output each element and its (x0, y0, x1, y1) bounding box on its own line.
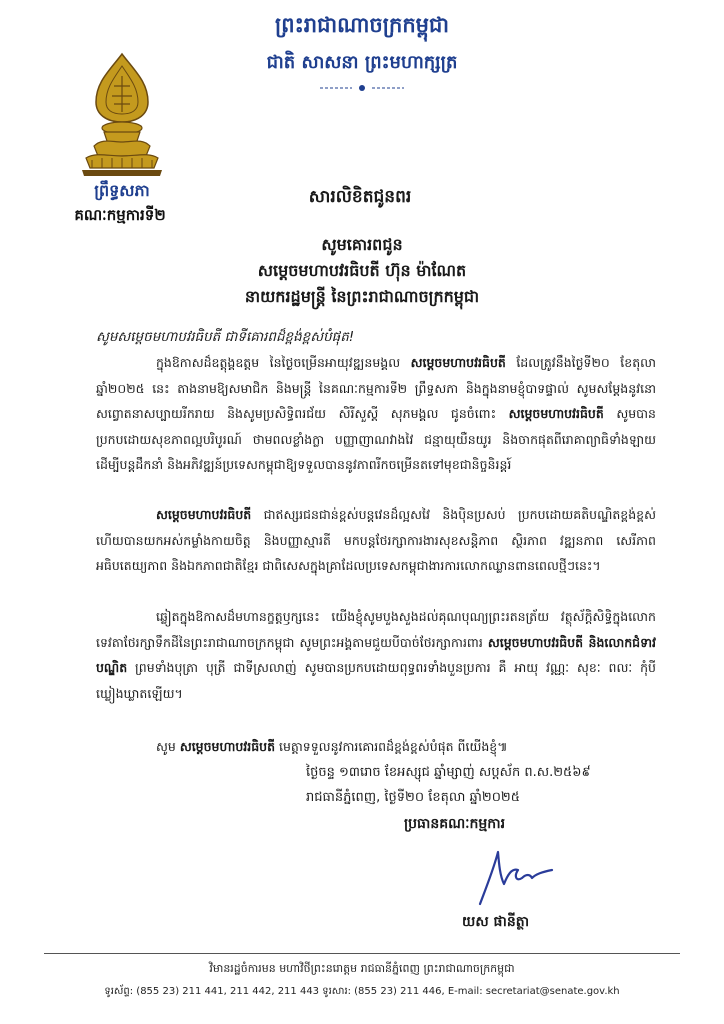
senate-name: ព្រឹទ្ធសភា (94, 181, 150, 200)
paragraph-text: ព្រមទាំងបុត្រា បុត្រី ជាទីស្រលាញ់ សូមបានប្រកបដោយពុទ្ធពរទាំងបួនប្រការ គឺ អាយុ វណ្ណៈ សុខៈ ពលៈ កុំបីឃ្លៀងឃ្លាតឡើយ។ (96, 660, 656, 701)
addressee-name: សម្ដេចមហាបវរធិបតី ហ៊ុន ម៉ាណែត (257, 261, 467, 280)
paragraph-text: ជាឥស្សរជនជាន់ខ្ពស់បន្តវេនដ៏ល្អសវៃ និងប៉ិនប្រសប់ ប្រកបដោយគតិបណ្ឌិតខ្ពង់ខ្ពស់ ហើយបានយកអស់កម្លាំងកាយចិត្ត និងបញ្ញាស្មារតី មកបន្តថែរក្សាការងារសុខសន្តិភាព ស្ថិរភាព វឌ្ឍនភាព សេរីភាព អធិបតេយ្យភាព និងឯកភាពជាតិខ្មែរ ជាពិសេសក្នុងគ្រាដែលប្រទេសកម្ពុជាងារការលោកឈ្លានពានពេលថ្មីៗនេះ។ (96, 507, 656, 574)
date-place-solar: រាជធានីភ្នំពេញ, ថ្ងៃទី២០ ខែតុលា ឆ្នាំ២០២៥ (306, 790, 520, 805)
footer-divider (44, 953, 680, 954)
signer-name: យស ផានីត្ថា (462, 914, 530, 930)
document-type-title: សារលិខិតជូនពរ (308, 187, 412, 207)
paragraph-text: ក្នុងឱកាសដ៏ឧត្ដុង្គឧត្ដម នៃថ្ងៃចម្រើនអាយុវឌ្ឍនមង្គល (156, 355, 411, 370)
body-paragraph-1 (96, 350, 656, 478)
ornament-divider-icon (318, 82, 406, 94)
paragraph-text: ដែលត្រូវនឹងថ្ងៃទី២០ ខែតុលា ឆ្នាំ២០២៥ នេះ តាងនាមឱ្យសមាជិក និងមន្ត្រី នៃគណៈកម្មការទី២ ព្រឹទ្ធសភា និងក្នុងនាមខ្ញុំបាទផ្ទាល់ សូមសម្ដែងនូវនោសព្វោតនាសប្បាយរីករាយ និងសូមប្រសិទ្ធិពរជ័យ សិរីសួស្ដី សុភមង្គល ជូនចំពោះ (96, 355, 656, 422)
body-paragraph-2 (96, 502, 656, 579)
paragraph-emphasis: សម្ដេចមហាបវរធិបតី (156, 507, 252, 522)
paragraph-emphasis: សម្ដេចមហាបវរធិបតី (410, 355, 506, 370)
paragraph-text: ឆ្លៀតក្នុងឱកាសដ៏មហានក្ខត្តឫក្សនេះ យើងខ្ញុំសូមបួងសួងដល់គុណបុណ្យព្រះរតនត្រ័យ វត្ថុស័ក្ដិសិទ្ធិក្នុងលោក ទេវតាថែរក្សាទឹកដីនៃព្រះរាជាណាចក្រកម្ពុជា សូមព្រះអង្គតាមជួយបីបាច់ថែរក្សាការពារ (96, 609, 656, 650)
footer-contact: ទូរស័ព្ទ: (855 23) 211 441, 211 442, 211 443 ទូរសារ: (855 23) 211 446, E-mail: secretariat@senate.gov.kh (104, 986, 620, 997)
body-paragraph-3 (96, 604, 656, 706)
paragraph-emphasis: សម្ដេចមហាបវរធិបតី (179, 739, 276, 754)
committee-name: គណៈកម្មការទី២ (74, 206, 166, 224)
signer-title: ប្រធានគណៈកម្មការ (404, 816, 506, 832)
header-motto: ជាតិ សាសនា ព្រះមហាក្សត្រ (266, 52, 458, 73)
handwritten-signature-icon (472, 844, 562, 910)
respectfully-to: សូមគោរពជូន (321, 235, 403, 254)
paragraph-text: មេត្តាទទួលនូវការគោរពដ៏ខ្ពង់ខ្ពស់បំផុត ពីយើងខ្ញុំ៕ (275, 739, 508, 754)
body-paragraph-4 (96, 734, 656, 760)
date-lunar: ថ្ងៃចន្ទ ១៣រោច ខែអស្សុជ ឆ្នាំម្សាញ់ សប្តស័ក ព.ស.២៥៦៩ (306, 765, 591, 780)
addressee-title: នាយករដ្ឋមន្ត្រី នៃព្រះរាជាណាចក្រកម្ពុជា (244, 287, 480, 306)
paragraph-text: សូមបានប្រកបដោយសុខភាពល្អបរិបូរណ៍ ថាមពលខ្លាំងក្លា បញ្ញាញាណវាងវៃ ជន្មាយុយឺនយូរ និងចាកផុតពីរោគាព្យាធិទាំងឡាយ ដើម្បីបន្តដឹកនាំ និងអភិវឌ្ឍន៍ប្រទេសកម្ពុជាឱ្យទទួលបាននូវភាពរីកចម្រើនតទៅមុខជានិច្ចនិរន្តរ៍ (96, 406, 656, 473)
salutation: សូមសម្ដេចមហាបវរធិបតី ជាទីគោរពដ៏ខ្ពង់ខ្ពស់បំផុត! (96, 329, 355, 345)
senate-emblem-icon (72, 52, 172, 180)
paragraph-emphasis: សម្ដេចមហាបវរធិបតី (508, 406, 604, 422)
paragraph-text: សូម (156, 739, 180, 754)
paragraph-emphasis: សម្ដេចមហាបវរធិបតី និងលោកជំទាវបណ្ឌិត (96, 634, 656, 676)
header-kingdom: ព្រះរាជាណាចក្រកម្ពុជា (274, 13, 449, 37)
footer-address: វិមានរដ្ឋចំការមន មហាវិថីព្រះនរោត្តម រាជធានីភ្នំពេញ ព្រះរាជាណាចក្រកម្ពុជា (209, 962, 515, 975)
